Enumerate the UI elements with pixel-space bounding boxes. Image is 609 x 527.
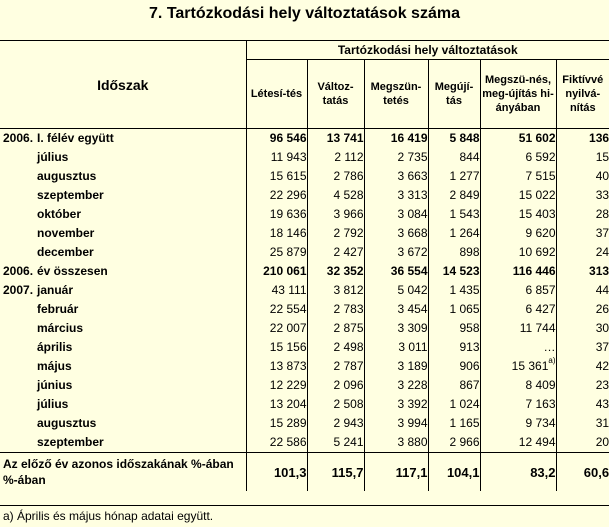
cell-text: … bbox=[543, 340, 556, 354]
cell-text: 22 007 bbox=[269, 321, 307, 335]
cell-value bbox=[246, 129, 307, 149]
cell-value bbox=[307, 224, 364, 243]
cell-value bbox=[246, 224, 307, 243]
cell-text: 3 663 bbox=[397, 169, 428, 183]
row-label bbox=[0, 224, 246, 243]
cell-value bbox=[556, 300, 609, 319]
cell-value bbox=[246, 395, 307, 414]
cell-value bbox=[307, 186, 364, 205]
row-period: július bbox=[37, 397, 69, 411]
table-row bbox=[0, 300, 609, 319]
cell-text: 15 156 bbox=[269, 340, 307, 354]
cell-value bbox=[246, 319, 307, 338]
cell-text: 13 873 bbox=[269, 359, 307, 373]
cell-value bbox=[364, 357, 428, 376]
cell-text: 23 bbox=[595, 378, 609, 392]
cell-text: 2 498 bbox=[333, 340, 364, 354]
cell-value bbox=[428, 357, 480, 376]
cell-text: 2 427 bbox=[333, 245, 364, 259]
cell-text: 13 204 bbox=[269, 397, 307, 411]
cell-text: 24 bbox=[595, 245, 609, 259]
row-label bbox=[0, 300, 246, 319]
cell-value bbox=[556, 357, 609, 376]
cell-value bbox=[246, 357, 307, 376]
cell-value bbox=[246, 148, 307, 167]
header-col-letesites: Létesí-tés bbox=[246, 60, 307, 129]
cell-text: 10 692 bbox=[518, 245, 556, 259]
row-year: 2007. bbox=[3, 283, 34, 297]
cell-text: 136 bbox=[589, 131, 609, 145]
cell-value bbox=[246, 262, 307, 281]
cell-text: 3 309 bbox=[397, 321, 428, 335]
cell-text: 3 189 bbox=[397, 359, 428, 373]
cell-value bbox=[428, 186, 480, 205]
row-period: február bbox=[37, 302, 79, 316]
cell-text: 15 022 bbox=[518, 188, 556, 202]
cell-value bbox=[307, 167, 364, 186]
cell-value bbox=[556, 319, 609, 338]
cell-text: 4 528 bbox=[333, 188, 364, 202]
table-row bbox=[0, 357, 609, 376]
header-col-megujitas: Megújí-tás bbox=[428, 60, 480, 129]
cell-text: 51 602 bbox=[518, 131, 556, 145]
cell-value bbox=[246, 414, 307, 433]
cell-value bbox=[364, 167, 428, 186]
cell-text: 31 bbox=[595, 416, 609, 430]
cell-text: 22 296 bbox=[269, 188, 307, 202]
cell-value bbox=[428, 129, 480, 149]
cell-value bbox=[428, 281, 480, 300]
table-row bbox=[0, 129, 609, 149]
table-row-percent bbox=[0, 453, 609, 492]
cell-text: 2 112 bbox=[334, 150, 364, 164]
cell-text: 9 734 bbox=[525, 416, 556, 430]
cell-value bbox=[307, 338, 364, 357]
cell-text: 36 554 bbox=[390, 264, 428, 278]
cell-text: 9 620 bbox=[525, 226, 556, 240]
row-label: Az előző év azonos időszakának %-ában %-ában bbox=[0, 453, 246, 492]
cell-value bbox=[556, 148, 609, 167]
cell-value bbox=[556, 395, 609, 414]
cell-value bbox=[307, 262, 364, 281]
header-col-valtoztatas: Változ-tatás bbox=[307, 60, 364, 129]
data-table bbox=[0, 40, 609, 491]
row-year: 2006. bbox=[3, 264, 34, 278]
row-period: év összesen bbox=[37, 264, 108, 278]
cell-text: 5 848 bbox=[449, 131, 480, 145]
cell-text: 3 966 bbox=[333, 207, 364, 221]
cell-text: 12 494 bbox=[518, 435, 556, 449]
cell-value bbox=[480, 338, 556, 357]
cell-text: 22 586 bbox=[269, 435, 307, 449]
cell-value bbox=[556, 224, 609, 243]
row-label bbox=[0, 433, 246, 453]
cell-value bbox=[428, 338, 480, 357]
cell-value bbox=[556, 433, 609, 453]
cell-value bbox=[364, 148, 428, 167]
table-body bbox=[0, 129, 609, 492]
page-title: 7. Tartózkodási hely változtatások száma bbox=[149, 5, 460, 22]
cell-value bbox=[428, 319, 480, 338]
cell-value bbox=[556, 186, 609, 205]
cell-value bbox=[480, 376, 556, 395]
cell-value bbox=[556, 205, 609, 224]
cell-value bbox=[556, 262, 609, 281]
cell-value bbox=[307, 281, 364, 300]
cell-value bbox=[246, 300, 307, 319]
cell-text: 3 011 bbox=[398, 340, 428, 354]
cell-value bbox=[364, 281, 428, 300]
cell-value bbox=[364, 376, 428, 395]
cell-text: 913 bbox=[459, 340, 480, 354]
cell-text: 30 bbox=[595, 321, 609, 335]
cell-value bbox=[480, 414, 556, 433]
table-row bbox=[0, 243, 609, 262]
table-row bbox=[0, 167, 609, 186]
table-row bbox=[0, 148, 609, 167]
table-row bbox=[0, 376, 609, 395]
cell-value bbox=[480, 395, 556, 414]
row-period: április bbox=[37, 340, 73, 354]
cell-value bbox=[246, 281, 307, 300]
cell-value bbox=[480, 148, 556, 167]
cell-text: 2 875 bbox=[333, 321, 364, 335]
cell-value bbox=[428, 224, 480, 243]
cell-value bbox=[364, 414, 428, 433]
cell-text: 2 735 bbox=[397, 150, 428, 164]
cell-value bbox=[556, 376, 609, 395]
row-year: 2006. bbox=[3, 131, 34, 145]
cell-value bbox=[307, 357, 364, 376]
header-col-megszunes: Megszü-nés, meg-újítás hi-ányában bbox=[480, 60, 556, 129]
cell-value: 101,3 bbox=[246, 453, 307, 492]
cell-text: 20 bbox=[595, 435, 609, 449]
cell-value: 60,6 bbox=[556, 453, 609, 492]
cell-value bbox=[480, 300, 556, 319]
cell-text: 25 879 bbox=[269, 245, 307, 259]
cell-value bbox=[246, 186, 307, 205]
cell-value bbox=[556, 414, 609, 433]
row-label bbox=[0, 243, 246, 262]
row-label bbox=[0, 148, 246, 167]
cell-text: 2 849 bbox=[449, 188, 480, 202]
cell-text: 28 bbox=[595, 207, 609, 221]
cell-text: 15 bbox=[595, 150, 609, 164]
row-period: szeptember bbox=[37, 435, 104, 449]
cell-value bbox=[428, 205, 480, 224]
row-period: I. félév együtt bbox=[37, 131, 114, 145]
cell-text: 313 bbox=[589, 264, 609, 278]
cell-text: 19 636 bbox=[269, 207, 307, 221]
cell-value bbox=[364, 186, 428, 205]
cell-value: 115,7 bbox=[307, 453, 364, 492]
cell-text: 7 515 bbox=[525, 169, 556, 183]
row-period: május bbox=[37, 359, 72, 373]
cell-text: 7 163 bbox=[525, 397, 556, 411]
cell-value bbox=[480, 224, 556, 243]
row-label bbox=[0, 319, 246, 338]
row-period: augusztus bbox=[37, 416, 97, 430]
cell-text: 11 744 bbox=[519, 321, 556, 335]
cell-text: 26 bbox=[595, 302, 609, 316]
cell-value bbox=[428, 243, 480, 262]
cell-text: 1 277 bbox=[449, 169, 480, 183]
cell-value bbox=[364, 129, 428, 149]
cell-value bbox=[556, 167, 609, 186]
cell-value bbox=[364, 338, 428, 357]
cell-value bbox=[428, 167, 480, 186]
row-period: augusztus bbox=[37, 169, 97, 183]
cell-text: 2 786 bbox=[333, 169, 364, 183]
cell-value bbox=[307, 205, 364, 224]
row-label bbox=[0, 186, 246, 205]
row-period: július bbox=[37, 150, 69, 164]
cell-text: 3 454 bbox=[397, 302, 428, 316]
cell-value: 117,1 bbox=[364, 453, 428, 492]
cell-text: 3 880 bbox=[397, 435, 428, 449]
row-label bbox=[0, 414, 246, 433]
cell-text: 116 446 bbox=[512, 264, 556, 278]
cell-value bbox=[246, 433, 307, 453]
row-period: november bbox=[37, 226, 95, 240]
cell-value bbox=[307, 300, 364, 319]
cell-value bbox=[480, 129, 556, 149]
cell-value bbox=[428, 148, 480, 167]
row-label bbox=[0, 205, 246, 224]
table-row bbox=[0, 281, 609, 300]
cell-text: 2 787 bbox=[333, 359, 364, 373]
cell-value bbox=[556, 281, 609, 300]
cell-text: 40 bbox=[595, 169, 609, 183]
row-label bbox=[0, 129, 246, 149]
cell-value bbox=[480, 433, 556, 453]
cell-text: 898 bbox=[459, 245, 480, 259]
header-group: Tartózkodási hely változtatások bbox=[246, 41, 609, 60]
header-col-fiktiv: Fiktívvé nyilvá-nítás bbox=[556, 60, 609, 129]
table-row bbox=[0, 395, 609, 414]
cell-text: 958 bbox=[459, 321, 480, 335]
cell-value bbox=[307, 376, 364, 395]
cell-value bbox=[428, 376, 480, 395]
cell-value bbox=[364, 433, 428, 453]
row-period: március bbox=[37, 321, 84, 335]
cell-value bbox=[246, 205, 307, 224]
row-period: október bbox=[37, 207, 82, 221]
table-row bbox=[0, 319, 609, 338]
cell-value bbox=[428, 262, 480, 281]
cell-value bbox=[246, 338, 307, 357]
header-period: Időszak bbox=[0, 41, 246, 129]
cell-text: 3 228 bbox=[397, 378, 428, 392]
cell-text: 15 289 bbox=[269, 416, 307, 430]
cell-text: 16 419 bbox=[390, 131, 428, 145]
cell-text: 8 409 bbox=[525, 378, 556, 392]
cell-text: 43 111 bbox=[271, 283, 307, 297]
table-row bbox=[0, 338, 609, 357]
cell-text: 2 792 bbox=[333, 226, 364, 240]
cell-text: 1 264 bbox=[449, 226, 480, 240]
row-label bbox=[0, 376, 246, 395]
cell-text: 18 146 bbox=[269, 226, 307, 240]
row-label bbox=[0, 395, 246, 414]
cell-value bbox=[307, 395, 364, 414]
cell-text: 2 943 bbox=[333, 416, 364, 430]
cell-value bbox=[480, 262, 556, 281]
cell-text: 210 061 bbox=[263, 264, 307, 278]
footnote: a) Április és május hónap adatai együtt. bbox=[0, 505, 609, 526]
header-col-megszuntetes: Megszün-tetés bbox=[364, 60, 428, 129]
cell-text: 37 bbox=[595, 340, 609, 354]
table-row bbox=[0, 262, 609, 281]
cell-value bbox=[246, 243, 307, 262]
cell-text: 14 523 bbox=[442, 264, 480, 278]
cell-text: 906 bbox=[459, 359, 480, 373]
cell-text: 22 554 bbox=[269, 302, 307, 316]
cell-value bbox=[480, 281, 556, 300]
cell-value bbox=[556, 338, 609, 357]
cell-value bbox=[364, 319, 428, 338]
cell-text: 6 427 bbox=[525, 302, 556, 316]
cell-value bbox=[480, 319, 556, 338]
cell-value bbox=[556, 243, 609, 262]
cell-text: 3 313 bbox=[397, 188, 428, 202]
cell-text: 32 352 bbox=[326, 264, 364, 278]
cell-value bbox=[364, 395, 428, 414]
cell-value bbox=[428, 414, 480, 433]
cell-text: 12 229 bbox=[269, 378, 307, 392]
row-period: december bbox=[37, 245, 94, 259]
cell-value bbox=[364, 300, 428, 319]
table-row bbox=[0, 205, 609, 224]
cell-text: 5 042 bbox=[397, 283, 428, 297]
cell-value bbox=[246, 167, 307, 186]
cell-value bbox=[480, 243, 556, 262]
cell-text: 1 543 bbox=[449, 207, 480, 221]
table-row bbox=[0, 433, 609, 453]
cell-text: 1 065 bbox=[449, 302, 480, 316]
cell-text: 1 435 bbox=[449, 283, 480, 297]
cell-value bbox=[428, 300, 480, 319]
table-row bbox=[0, 414, 609, 433]
cell-text: 13 741 bbox=[326, 131, 364, 145]
table-row bbox=[0, 186, 609, 205]
cell-value bbox=[428, 433, 480, 453]
cell-value bbox=[364, 243, 428, 262]
cell-value bbox=[307, 319, 364, 338]
cell-value bbox=[480, 167, 556, 186]
cell-text: 33 bbox=[595, 188, 609, 202]
cell-text: 3 812 bbox=[333, 283, 364, 297]
cell-value bbox=[307, 433, 364, 453]
row-period: január bbox=[37, 283, 74, 297]
table-row bbox=[0, 224, 609, 243]
footnote-marker: a) bbox=[548, 357, 556, 365]
cell-text: 37 bbox=[595, 226, 609, 240]
cell-value bbox=[307, 414, 364, 433]
cell-value: 104,1 bbox=[428, 453, 480, 492]
row-label bbox=[0, 167, 246, 186]
cell-text: 867 bbox=[459, 378, 480, 392]
cell-value bbox=[307, 148, 364, 167]
cell-text: 15 403 bbox=[518, 207, 556, 221]
row-label bbox=[0, 357, 246, 376]
cell-value bbox=[480, 186, 556, 205]
cell-text: 3 392 bbox=[397, 397, 428, 411]
cell-text: 15 361 bbox=[511, 359, 549, 373]
cell-text: 3 994 bbox=[397, 416, 428, 430]
cell-value bbox=[246, 376, 307, 395]
cell-value bbox=[307, 129, 364, 149]
row-label bbox=[0, 262, 246, 281]
cell-value: 83,2 bbox=[480, 453, 556, 492]
cell-text: 3 084 bbox=[397, 207, 428, 221]
cell-text: 3 668 bbox=[397, 226, 428, 240]
cell-value bbox=[364, 205, 428, 224]
cell-text: 11 943 bbox=[270, 150, 307, 164]
cell-text: 2 783 bbox=[333, 302, 364, 316]
row-period: június bbox=[37, 378, 73, 392]
row-period: szeptember bbox=[37, 188, 104, 202]
cell-value bbox=[480, 357, 556, 376]
cell-text: 15 615 bbox=[269, 169, 307, 183]
cell-text: 3 672 bbox=[397, 245, 428, 259]
cell-text: 2 966 bbox=[449, 435, 480, 449]
cell-text: 1 165 bbox=[449, 416, 480, 430]
cell-value bbox=[480, 205, 556, 224]
cell-value bbox=[428, 395, 480, 414]
cell-text: 844 bbox=[459, 150, 480, 164]
cell-text: 42 bbox=[595, 359, 609, 373]
cell-text: 2 508 bbox=[333, 397, 364, 411]
cell-text: 6 857 bbox=[525, 283, 556, 297]
cell-value bbox=[364, 262, 428, 281]
cell-text: 5 241 bbox=[333, 435, 364, 449]
cell-value bbox=[364, 224, 428, 243]
cell-text: 43 bbox=[595, 397, 609, 411]
cell-text: 96 546 bbox=[269, 131, 307, 145]
cell-text: 6 592 bbox=[525, 150, 556, 164]
cell-text: 2 096 bbox=[333, 378, 364, 392]
cell-value bbox=[556, 129, 609, 149]
cell-text: 44 bbox=[595, 283, 609, 297]
row-label bbox=[0, 281, 246, 300]
cell-value bbox=[307, 243, 364, 262]
cell-text: 1 024 bbox=[449, 397, 480, 411]
row-label bbox=[0, 338, 246, 357]
